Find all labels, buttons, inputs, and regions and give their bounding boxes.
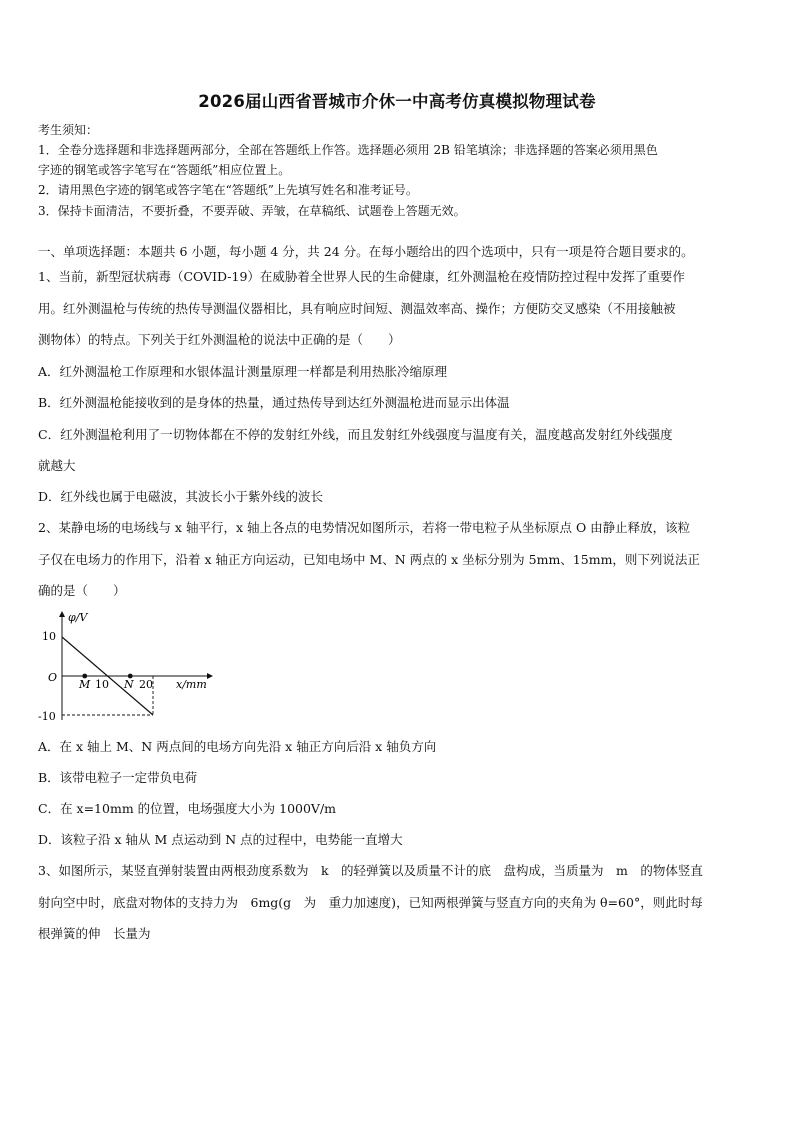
q3-line-1: 3、如图所示，某竖直弹射装置由两根劲度系数为 k 的轻弹簧以及质量不计的底 盘构成，当质量为 m 的物体竖直 — [38, 863, 703, 878]
x-axis-label: x/mm — [176, 678, 207, 691]
q1-line-1: 1、当前，新型冠状病毒（COVID-19）在威胁着全世界人民的生命健康，红外测温枪在疫情防控过程中发挥了重要作 — [38, 269, 685, 284]
section-heading: 一、单项选择题：本题共 6 小题，每小题 4 分，共 24 分。在每小题给出的四个选项中，只有一项是符合题目要求的。 — [38, 244, 694, 259]
potential-graph — [34, 608, 224, 724]
point-n-label: N — [124, 678, 134, 691]
x-tick-20: 20 — [139, 678, 153, 691]
x-tick-10: 10 — [95, 678, 109, 691]
q1-line-2: 用。红外测温枪与传统的热传导测温仪器相比，具有响应时间短、测温效率高、操作；方便防交叉感染（不用接触被 — [38, 301, 676, 316]
q2-option-d: D．该粒子沿 x 轴从 M 点运动到 N 点的过程中，电势能一直增大 — [38, 832, 403, 847]
q1-option-c: C．红外测温枪利用了一切物体都在不停的发射红外线，而且发射红外线强度与温度有关，温度越高发射红外线强度 — [38, 427, 673, 442]
y-tick-neg-10: -10 — [38, 710, 56, 723]
q2-line-1: 2、某静电场的电场线与 x 轴平行，x 轴上各点的电势情况如图所示，若将一带电粒子从坐标原点 O 由静止释放，该粒 — [38, 520, 691, 535]
notice-line-4: 3．保持卡面清洁，不要折叠，不要弄破、弄皱，在草稿纸、试题卷上答题无效。 — [38, 204, 466, 218]
q1-line-3: 测物体）的特点。下列关于红外测温枪的说法中正确的是（ ） — [38, 332, 401, 347]
q3-line-2: 射向空中时，底盘对物体的支持力为 6mg(g 为 重力加速度)，已知两根弹簧与竖直方向的夹角为 θ=60°，则此时每 — [38, 895, 703, 910]
notice-line-3: 2．请用黑色字迹的钢笔或答字笔在“答题纸”上先填写姓名和准考证号。 — [38, 183, 418, 197]
origin-label: O — [48, 671, 58, 684]
q3-line-3: 根弹簧的伸 长量为 — [38, 926, 151, 941]
notice-line-1: 1．全卷分选择题和非选择题两部分，全部在答题纸上作答。选择题必须用 2B 铅笔填涂；非选择题的答案必须用黑色 — [38, 143, 658, 157]
y-axis-label: φ/V — [68, 611, 88, 624]
q1-option-d: D．红外线也属于电磁波，其波长小于紫外线的波长 — [38, 489, 324, 504]
point-m-label: M — [79, 678, 91, 691]
q1-option-c-cont: 就越大 — [38, 458, 76, 473]
q2-line-3: 确的是（ ） — [38, 583, 126, 598]
q2-option-a: A．在 x 轴上 M、N 两点间的电场方向先沿 x 轴正方向后沿 x 轴负方向 — [38, 739, 437, 754]
y-tick-10: 10 — [42, 630, 56, 643]
page-title: 2026届山西省晋城市介休一中高考仿真模拟物理试卷 — [198, 92, 596, 111]
q2-option-b: B．该带电粒子一定带负电荷 — [38, 770, 198, 785]
q2-option-c: C．在 x=10mm 的位置，电场强度大小为 1000V/m — [38, 801, 337, 816]
notice-heading: 考生须知： — [38, 123, 99, 137]
q2-line-2: 子仅在电场力的作用下，沿着 x 轴正方向运动，已知电场中 M、N 两点的 x 坐标分别为 5mm、15mm，则下列说法正 — [38, 552, 700, 567]
q1-option-b: B．红外测温枪能接收到的是身体的热量，通过热传导到达红外测温枪进而显示出体温 — [38, 395, 510, 410]
notice-line-2: 字迹的钢笔或答字笔写在“答题纸”相应位置上。 — [38, 163, 291, 177]
q1-option-a: A．红外测温枪工作原理和水银体温计测量原理一样都是利用热胀冷缩原理 — [38, 364, 448, 379]
